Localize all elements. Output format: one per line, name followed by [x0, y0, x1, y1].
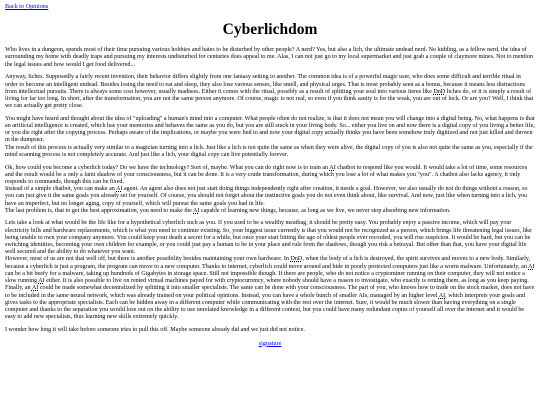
ai-abbreviation: AI	[31, 285, 39, 292]
text-run: chatbot to respond like you would. It would take a lot of time, some resources and the result would be a only a faint shadow of your consciousness, but it can be done. It is a very crude transformation, during which you lose a lot of what makes you "you". A chatbot also lacks agency, it only responds to commands, though this can be fixed.	[5, 164, 528, 185]
paragraph-cyberlich-life	[5, 220, 535, 321]
ai-abbreviation: AI	[329, 164, 336, 171]
text-run: Lets take a look at what would be the life like for a hypothetical cyberlich such as you. If you used to be a wealthy meatbag, it should be pretty easy. You probably enjoy a passive income, which will pay your electricity bills and hardware replacements, which is what you need to continue existing. So, your biggest issue currently is that you would not be recognized as a person, which brings life threatening legal issues, like being unable to own your company anymore. You could keep your death a secret for a while, but once your start hitting the age of oldest people ever recorded, you will rise suspicion. It would be hard, but you can be switching identities, becoming your own children for example, or you could just pay a human to be in your place and rule from the shadows, though you risk a betrayal. But other than that, you have your digital life well secured and the ability to do whatever you want.	[5, 220, 532, 256]
paragraph-intro: Who lives in a dungeon, spends most of their time pursuing various hobbies and hates to be disturbed by other people? A nerd? Yes, but also a lich, the ultimate undead nerd. No kidding, as a fellow nerd, the idea of surrounding my home with deadly traps and pursuing my interests undisturbed for centuries does appeal to me. Alas, I can not just go to my local supermarket and just grab a couple of claymore mines. Not to mention the legal issues and how would I get food delivered...	[5, 47, 534, 68]
text-run: The last problem is, that to get the best approximation, you need to make the	[5, 207, 194, 214]
text-run: , which interprets your goals and gives tasks to the appropriate specialists. Each can be hidden away in a different computer while communicating with the rest over the internet. Sure, it would be much slower than having everything on a single computer and thanks to the separation you would lose out on the ability to use unrelated knowledge in a different context, but you could have many redundant copies of yourself all over the internet and it would be easy to add new specialists, thus learning new skills extremely quickly.	[5, 292, 526, 321]
signature-link[interactable]: signature	[258, 339, 282, 347]
page-title: Cyberlichdom	[222, 21, 318, 39]
text-run: You might have heard and thought about the idea of "uploading" a human's mind into a computer. What people often do not realize, is that it does not mean you will change into a digital being. No, what happens is that an artificial intelligence is created, which has your memories and behaves the same as you do, but you are still stuck in your living body. So... either you live on and now there is a digital copy of you living a better life, or you die right after the copying process. Perhaps aware of the implications, or maybe you were lied to and now your digital copy actually thinks you have been somehow truly digitized and not just killed and thrown in the dumpster.	[5, 115, 535, 144]
text-run: could be made somewhat decentralized by splitting it into smaller specialists. The same can be done with your consciousness. The part of you, who knows how to trade on the stock market, does not have to be included in the same neural network, which was already trained on your political opinions. Instead, you can have a whole bunch of smaller AIs, managed by an higher level	[5, 285, 535, 299]
ai-abbreviation: AI	[438, 292, 446, 299]
ai-abbreviation: AI	[38, 278, 45, 285]
back-to-opinions-link[interactable]: Back to Opinions	[5, 3, 49, 10]
ai-abbreviation: AI	[193, 207, 200, 214]
paragraph-uploading	[5, 116, 535, 159]
paragraph-closing: I wonder how long it will take before someone tries to pull this off. Maybe someone already did and we just did not notice.	[5, 326, 305, 333]
text-run: agent. An agent also does not just start doing things independently right after creation, it needs a goal. However, we also usually do not do things without a reason, so you can just give it the same goals you already set for yourself. Of course, you should not forget about the instinctive goals you do not even think about, like survival. And now, just like when turning into a lich, you have an imperfect, but no longer aging, copy of yourself, which will pursue the same goals you had in life.	[5, 186, 528, 207]
text-run: However, most of us are not that well off, but there is another possibility besides maintaining your own hardware. In	[5, 256, 291, 263]
text-run: Instead of a simple chatbot, you can make an	[5, 186, 117, 193]
ai-abbreviation: AI	[528, 263, 535, 270]
text-run: can be a bit beefy for a malware, taking up hundreds of Gigabytes in storage space. Still not impossible though. If there are people, who do not notice a cryptominer running on their computer, they will not notice a slow running	[5, 270, 525, 285]
text-run: capable of learning new things, because, as long as we live, we never stop absorbing new information.	[199, 207, 451, 214]
paragraph-liches	[5, 74, 535, 110]
dnd-abbreviation: DnD	[433, 88, 446, 95]
text-run: The result of this process is actually very similar to a magician turning into a lich. Just like a lich is not quite the same as when they were alive, the digital copy of you is also not quite the same as you, especially if the mind scanning process is not completely accurate. And just like a lich, your digital copy can live potentially forever.	[5, 144, 533, 158]
signature-container	[5, 340, 535, 347]
text-run: either. It is also possible to live on rented virtual machines payed for with cryptocurrency, where nobody should have a reason to investigate, who exactly is renting them, as long as you keep paying. Finally, an	[5, 278, 529, 292]
text-run: Anyway, liches. Supposedly a fairly recent invention, their behavior differs slightly from one fantasy setting to another. The common idea is of a powerful magic user, who does some difficult and terrible ritual in order to become an intelligent undead. Besides losing the need to eat and sleep, they also lose various senses, like smell, and physical urges. That is most probably seen as a bonus, because it means less distractions from intellectual pursuits. There is always some cost however, usually madness. Either it comes with the ritual, possibly as a result of splitting your soul into various items like	[5, 74, 525, 95]
text-run: liches do, or it is simply a result of living for far too long. In short, after the transformation, you are not the same person anymore. Of course, magic is not real, so even if you think sanity is for the weak, you are out of luck. Or are you? Well, I think that we can actually get pretty close.	[5, 88, 534, 110]
dnd-abbreviation: DnD	[290, 256, 303, 263]
text-run: , when the body of a lich is destroyed, the spirit survives and moves to a new body. Similarly, because a cyberlich is just a program, the program can move to a new computer. Thanks to internet, cyberlich could move around and hide in poorly protected computers just like a worm malware. Unfortunately, an	[5, 256, 531, 270]
paragraph-how-to	[5, 165, 535, 215]
ai-abbreviation: AI	[116, 186, 123, 193]
text-run: Ok, how could you become a cyberlich today? Do we have the technology? Sort of, maybe. What you can do right now is to train an	[5, 164, 330, 171]
